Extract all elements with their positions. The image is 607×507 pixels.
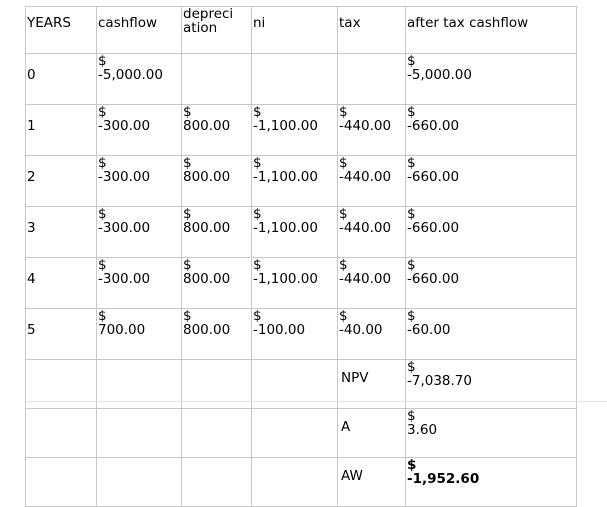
ni-cell[interactable]: [252, 207, 338, 258]
after-tax-value: -660.00: [407, 220, 460, 236]
summary-row-aw: [26, 458, 577, 507]
depreciation-value: 800.00: [183, 118, 231, 134]
ni-value: -100.00: [253, 322, 306, 338]
year-value: 3: [27, 220, 36, 236]
currency-symbol: $: [98, 53, 107, 69]
header-years[interactable]: [26, 7, 97, 54]
table-row-year-0: [26, 54, 577, 105]
currency-symbol: $: [183, 104, 192, 120]
aw-label: AW: [341, 468, 363, 484]
summary-value-cell[interactable]: [406, 409, 577, 458]
empty-cell[interactable]: [252, 409, 338, 458]
header-tax-label: tax: [339, 15, 361, 31]
header-cashflow-label: cashflow: [98, 15, 158, 31]
ni-value: -1,100.00: [253, 169, 318, 185]
currency-symbol: $: [407, 457, 417, 473]
empty-cell[interactable]: [252, 458, 338, 507]
cashflow-value: 700.00: [98, 322, 146, 338]
spreadsheet-table: [25, 6, 577, 507]
currency-symbol: $: [98, 206, 107, 222]
table-row-year-1: [26, 105, 577, 156]
currency-symbol: $: [183, 155, 192, 171]
cashflow-cell[interactable]: [97, 54, 182, 105]
after-tax-cell[interactable]: [406, 309, 577, 360]
tax-cell[interactable]: [338, 309, 406, 360]
cashflow-value: -300.00: [98, 220, 151, 236]
header-depreciation[interactable]: [182, 7, 252, 54]
tax-value: -440.00: [339, 118, 392, 134]
header-after-tax-cashflow[interactable]: [406, 7, 577, 54]
currency-symbol: $: [339, 206, 348, 222]
table-row-year-3: [26, 207, 577, 258]
cashflow-cell[interactable]: [97, 309, 182, 360]
cashflow-cell[interactable]: [97, 258, 182, 309]
year-value: 2: [27, 169, 36, 185]
tax-value: -440.00: [339, 220, 392, 236]
after-tax-cell[interactable]: [406, 207, 577, 258]
ni-cell[interactable]: [252, 105, 338, 156]
currency-symbol: $: [339, 308, 348, 324]
year-cell[interactable]: [26, 309, 97, 360]
header-after-tax-label: after tax cashflow: [407, 15, 529, 31]
depreciation-value: 800.00: [183, 322, 231, 338]
page-divider: [25, 401, 607, 402]
currency-symbol: $: [407, 206, 416, 222]
empty-cell[interactable]: [26, 409, 97, 458]
summary-row-a: [26, 409, 577, 458]
currency-symbol: $: [183, 257, 192, 273]
summary-value-cell[interactable]: [406, 458, 577, 507]
ni-cell[interactable]: [252, 156, 338, 207]
empty-cell[interactable]: [97, 458, 182, 507]
currency-symbol: $: [253, 257, 262, 273]
npv-value: -7,038.70: [407, 373, 472, 389]
tax-value: -440.00: [339, 169, 392, 185]
currency-symbol: $: [407, 53, 416, 69]
tax-cell[interactable]: [338, 258, 406, 309]
table-row-year-2: [26, 156, 577, 207]
header-tax[interactable]: [338, 7, 406, 54]
currency-symbol: $: [253, 155, 262, 171]
table-row-year-5: [26, 309, 577, 360]
currency-symbol: $: [339, 257, 348, 273]
tax-value: -440.00: [339, 271, 392, 287]
currency-symbol: $: [407, 155, 416, 171]
depreciation-cell[interactable]: [182, 207, 252, 258]
summary-label-cell[interactable]: [338, 458, 406, 507]
header-years-label: YEARS: [27, 15, 71, 31]
tax-value: -40.00: [339, 322, 383, 338]
header-ni[interactable]: [252, 7, 338, 54]
ni-value: -1,100.00: [253, 271, 318, 287]
currency-symbol: $: [407, 408, 416, 424]
ni-cell[interactable]: [252, 258, 338, 309]
after-tax-value: -5,000.00: [407, 67, 472, 83]
ni-cell[interactable]: [252, 309, 338, 360]
header-ni-label: ni: [253, 15, 266, 31]
cashflow-cell[interactable]: [97, 156, 182, 207]
depreciation-value: 800.00: [183, 169, 231, 185]
currency-symbol: $: [98, 104, 107, 120]
currency-symbol: $: [253, 104, 262, 120]
header-depreciation-label-line2: ation: [183, 20, 218, 36]
header-cashflow[interactable]: [97, 7, 182, 54]
year-value: 0: [27, 67, 36, 83]
depreciation-value: 800.00: [183, 220, 231, 236]
after-tax-cell[interactable]: [406, 54, 577, 105]
table-row-year-4: [26, 258, 577, 309]
currency-symbol: $: [183, 206, 192, 222]
currency-symbol: $: [339, 155, 348, 171]
cashflow-value: -300.00: [98, 118, 151, 134]
cashflow-cell[interactable]: [97, 105, 182, 156]
ni-cell[interactable]: [252, 54, 338, 105]
cashflow-cell[interactable]: [97, 207, 182, 258]
empty-cell[interactable]: [182, 458, 252, 507]
depreciation-cell[interactable]: [182, 309, 252, 360]
aw-value: -1,952.60: [407, 471, 480, 487]
year-cell[interactable]: [26, 54, 97, 105]
after-tax-value: -660.00: [407, 271, 460, 287]
currency-symbol: $: [407, 257, 416, 273]
ni-value: -1,100.00: [253, 220, 318, 236]
tax-cell[interactable]: [338, 207, 406, 258]
year-cell[interactable]: [26, 105, 97, 156]
depreciation-cell[interactable]: [182, 258, 252, 309]
cashflow-value: -5,000.00: [98, 67, 163, 83]
depreciation-value: 800.00: [183, 271, 231, 287]
currency-symbol: $: [407, 308, 416, 324]
ni-value: -1,100.00: [253, 118, 318, 134]
after-tax-value: -660.00: [407, 118, 460, 134]
tax-cell[interactable]: [338, 105, 406, 156]
npv-label: NPV: [341, 370, 369, 386]
header-row: [26, 7, 577, 54]
header-depreciation-label-line1: depreci: [183, 6, 234, 22]
year-value: 4: [27, 271, 36, 287]
tax-cell[interactable]: [338, 54, 406, 105]
depreciation-cell[interactable]: [182, 105, 252, 156]
a-value: 3.60: [407, 422, 438, 438]
after-tax-value: -660.00: [407, 169, 460, 185]
cashflow-value: -300.00: [98, 271, 151, 287]
year-value: 1: [27, 118, 36, 134]
currency-symbol: $: [183, 308, 192, 324]
depreciation-cell[interactable]: [182, 156, 252, 207]
currency-symbol: $: [339, 104, 348, 120]
after-tax-cell[interactable]: [406, 258, 577, 309]
after-tax-cell[interactable]: [406, 156, 577, 207]
depreciation-cell[interactable]: [182, 54, 252, 105]
a-label: A: [341, 419, 351, 435]
currency-symbol: $: [98, 308, 107, 324]
cashflow-value: -300.00: [98, 169, 151, 185]
empty-cell[interactable]: [26, 458, 97, 507]
year-cell[interactable]: [26, 207, 97, 258]
year-value: 5: [27, 322, 36, 338]
currency-symbol: $: [253, 308, 262, 324]
currency-symbol: $: [98, 257, 107, 273]
summary-label-cell[interactable]: [338, 409, 406, 458]
empty-cell[interactable]: [97, 409, 182, 458]
year-cell[interactable]: [26, 156, 97, 207]
tax-cell[interactable]: [338, 156, 406, 207]
currency-symbol: $: [98, 155, 107, 171]
currency-symbol: $: [407, 359, 416, 375]
after-tax-value: -60.00: [407, 322, 451, 338]
empty-cell[interactable]: [182, 409, 252, 458]
year-cell[interactable]: [26, 258, 97, 309]
after-tax-cell[interactable]: [406, 105, 577, 156]
currency-symbol: $: [407, 104, 416, 120]
currency-symbol: $: [253, 206, 262, 222]
